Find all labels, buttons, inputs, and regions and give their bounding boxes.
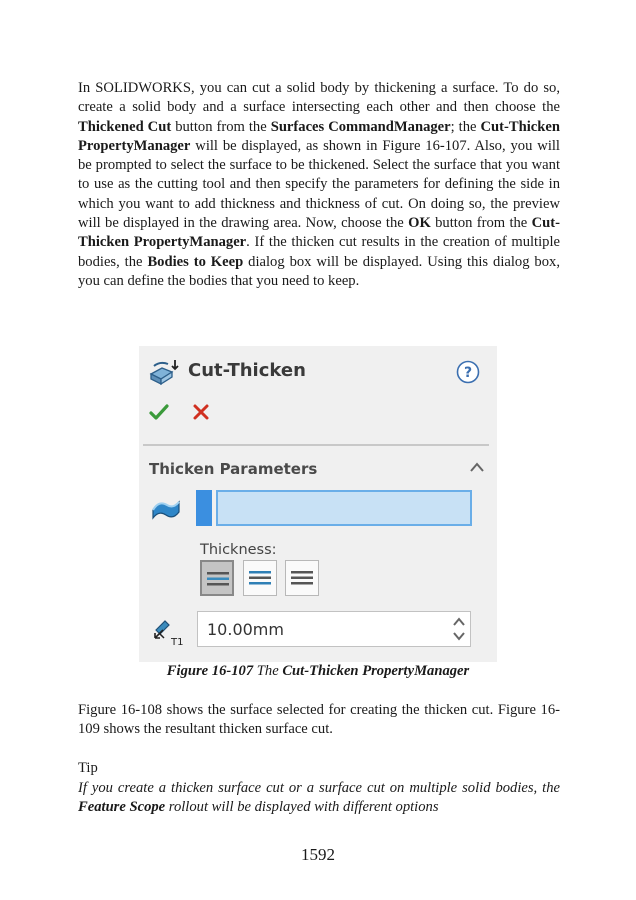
- text-run: button from the: [430, 215, 532, 232]
- cut-thicken-icon: [148, 358, 180, 386]
- tip-paragraph: [78, 779, 560, 818]
- thickness-value[interactable]: 10.00mm: [207, 620, 284, 639]
- thicken-side-1-icon: [207, 571, 229, 587]
- bold-term-surfaces-commandmanager: Surfaces CommandManager: [270, 118, 451, 135]
- bold-term-cut-thicken-pm: Cut-Thicken PropertyManager: [78, 118, 560, 154]
- thicken-both-sides-button[interactable]: [285, 560, 319, 596]
- separator: [143, 444, 489, 446]
- caption-label: Figure 16-107: [166, 663, 254, 679]
- surface-selection-box[interactable]: [196, 490, 472, 526]
- tip-label: Tip: [78, 760, 98, 776]
- thicken-side-1-button[interactable]: [200, 560, 234, 596]
- svg-text:T1: T1: [171, 637, 184, 648]
- close-icon[interactable]: [192, 403, 210, 421]
- chevron-up-icon[interactable]: [469, 461, 485, 473]
- spinner-arrows-icon[interactable]: [450, 614, 468, 644]
- surface-selection-field[interactable]: [216, 490, 472, 526]
- bold-term-thickened-cut: Thickened Cut: [78, 118, 172, 135]
- text-run: In SOLIDWORKS, you can cut a solid body by thickening a surface. To do so, create a solid body and a surface intersecting each other and then choose the: [78, 80, 560, 116]
- bold-term-feature-scope: Feature Scope: [78, 799, 166, 816]
- thickness-t1-icon: [153, 618, 187, 648]
- paragraph-figures: Figure 16-108 shows the surface selected for creating the thicken cut. Figure 16-109 shows the resultant thicken surface cut.: [78, 702, 560, 738]
- check-icon[interactable]: [149, 402, 169, 422]
- paragraph-intro: [78, 79, 560, 291]
- figure-caption: [0, 663, 636, 680]
- thicken-side-2-icon: [249, 570, 271, 586]
- thickness-label: Thickness:: [200, 542, 277, 558]
- bold-term-bodies-to-keep: Bodies to Keep: [147, 253, 244, 270]
- caption-text: The: [253, 663, 283, 679]
- thicken-side-2-button[interactable]: [243, 560, 277, 596]
- bold-term-cut-thicken-pm-2: Cut-Thicken PropertyManager: [78, 215, 561, 251]
- help-icon[interactable]: [456, 360, 480, 384]
- thicken-both-sides-icon: [291, 570, 313, 586]
- text-run: rollout will be displayed with different options: [165, 799, 439, 816]
- text-run: If you create a thicken surface cut or a surface cut on multiple solid bodies, the: [78, 780, 560, 796]
- text-run: button from the: [171, 118, 271, 135]
- text-run: . If the thicken cut results in the creation of multiple bodies, the: [78, 234, 560, 270]
- selection-indicator: [196, 490, 212, 526]
- surface-icon: [151, 496, 181, 524]
- pm-title: Cut-Thicken: [188, 360, 306, 381]
- text-run: ; the: [450, 118, 481, 135]
- cut-thicken-propertymanager-figure: [139, 346, 497, 662]
- svg-text:?: ?: [463, 365, 473, 381]
- thickness-input[interactable]: [197, 611, 471, 647]
- caption-name: Cut-Thicken PropertyManager: [282, 663, 470, 679]
- page-number: 1592: [301, 845, 335, 864]
- text-run: dialog box will be displayed. Using this dialog box, you can define the bodies that you need to keep.: [78, 253, 560, 289]
- bold-term-ok: OK: [408, 215, 431, 232]
- text-run: will be displayed, as shown in Figure 16-107. Also, you will be prompted to select the surface to be thickened. Select the surface that you want to use as the cutting tool and then specify the parameters for defining the side in which you want to add thickness and thickness of cut. On doing so, the preview will be displayed in the drawing area. Now, choose the: [78, 137, 560, 232]
- group-title-thicken-parameters: Thicken Parameters: [149, 460, 318, 478]
